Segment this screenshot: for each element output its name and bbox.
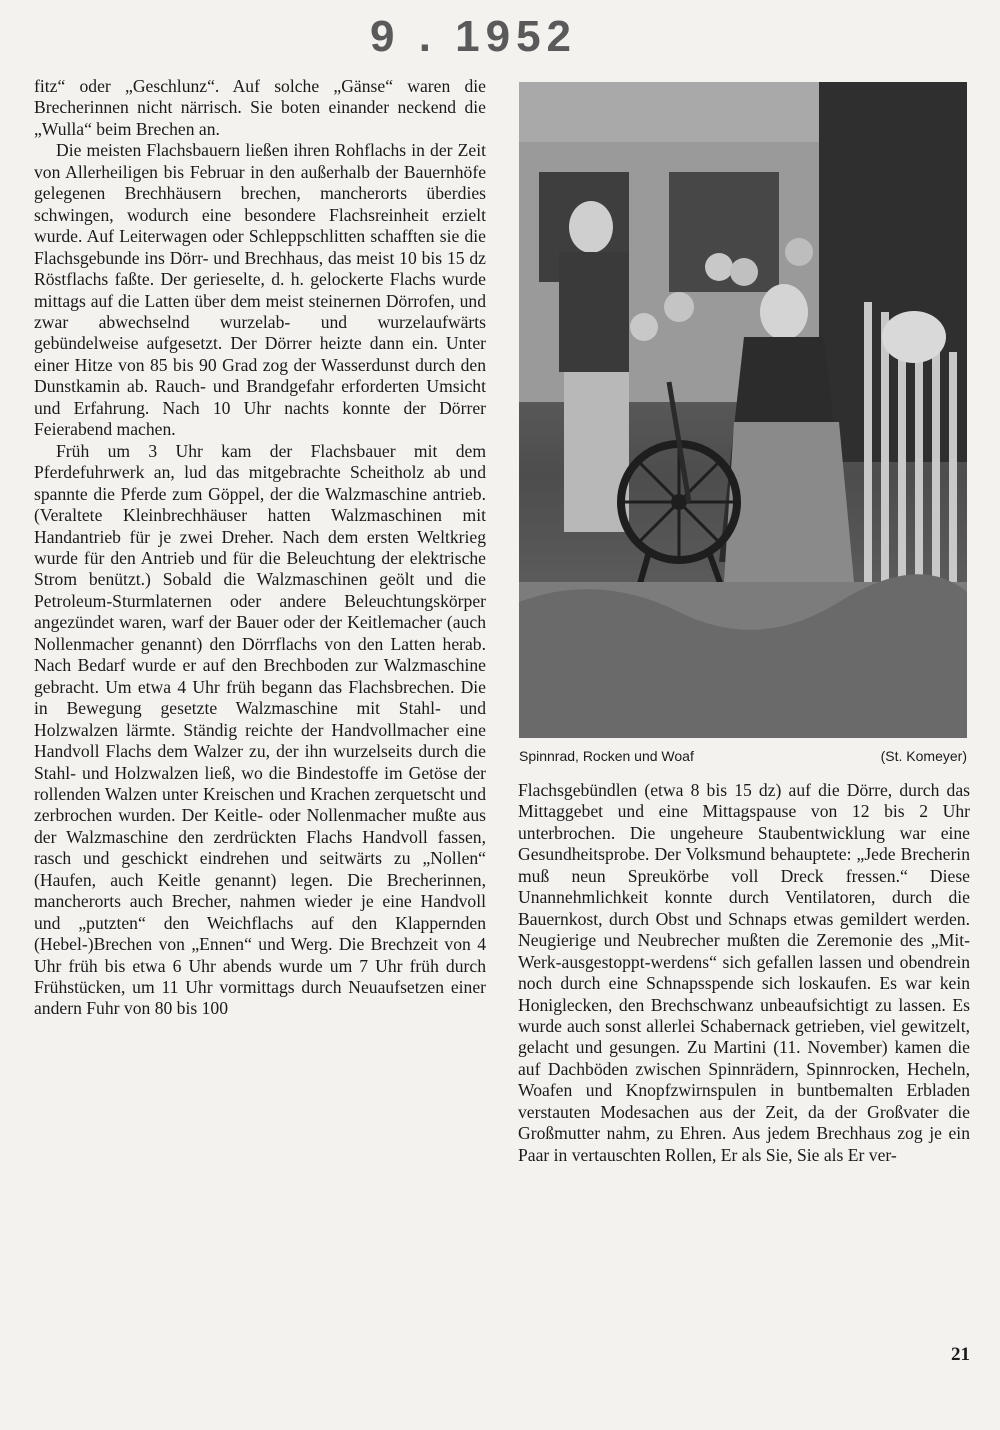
- right-column: [518, 780, 970, 1310]
- photo-caption: [519, 748, 967, 770]
- archive-stamp: 9 . 1952: [370, 12, 578, 61]
- left-column: [34, 76, 486, 1316]
- paragraph: Flachsgebündlen (etwa 8 bis 15 dz) auf die Dörre, durch das Mittaggebet und eine Mittagspause von 12 bis 2 Uhr unterbrochen. Die ungeheure Staubentwicklung war eine Gesundheitsprobe. Der Volksmund behauptete: „Jede Brecherin muß neun Spreukörbe voll Dreck fressen.“ Diese Unannehmlichkeit konnte durch Ventilatoren, durch die Bauernkost, durch Obst und Schnaps etwas gemildert werden. Neugierige und Neubrecher mußten die Zeremonie des „Mit-Werk-ausgestoppt-werdens“ sich gefallen lassen und obendrein noch durch eine Schnapsspende sich loskaufen. Es war kein Honiglecken, den Brechschwanz unbeaufsichtigt zu lassen. Es wurde auch sonst allerlei Schabernack getrieben, viel gewitzelt, gelacht und gesungen. Zu Martini (11. November) kamen die auf Dachböden zwischen Spinnrädern, Spinnrocken, Hecheln, Woafen und Knopfzwirnspulen in buntbemalten Erbladen verstauten Modesachen aus der Zeit, da der Großvater die Großmutter nahm, zu Ehren. Aus jedem Brechhaus zog je ein Paar in vertauschten Rollen, Er als Sie, Sie als Er ver-: [518, 780, 970, 1165]
- caption-title: Spinnrad, Rocken und Woaf: [519, 748, 694, 764]
- paragraph: Die meisten Flachsbauern ließen ihren Rohflachs in der Zeit von Allerheiligen bis Februar in den außerhalb der Bauernhöfe gelegenen Brechhäusern brechen, mancherorts überdies schwingen, wodurch eine besondere Flachsreinheit erzielt wurde. Auf Leiterwagen oder Schleppschlitten schafften sie die Flachsgebunde ins Dörr- und Brechhaus, das meist 10 bis 15 dz Röstflachs faßte. Der gerieselte, d. h. gelockerte Flachs wurde mittags auf die Latten über dem meist steinernen Dörrofen, und zwar abwechselnd wurzelab- und wurzelaufwärts gebündelweise aufgesetzt. Der Dörrer heizte dann ein. Unter einer Hitze von 85 bis 90 Grad zog der Wasserdunst durch den Dunstkamin ab. Rauch- und Brandgefahr erforderten Umsicht und Erfahrung. Nach 10 Uhr nachts konnte der Dörrer Feierabend machen.: [34, 140, 486, 440]
- caption-credit: (St. Komeyer): [880, 748, 967, 764]
- page-number: 21: [951, 1344, 970, 1365]
- paragraph: fitz“ oder „Geschlunz“. Auf solche „Gänse“ waren die Brecherinnen nicht närrisch. Sie boten einander neckend die „Wulla“ beim Brechen an.: [34, 76, 486, 139]
- photo-spinning-wheel: [519, 82, 967, 738]
- paragraph: Früh um 3 Uhr kam der Flachsbauer mit dem Pferdefuhrwerk an, lud das mitgebrachte Scheitholz ab und spannte die Pferde zum Göppel, der die Walzmaschine antrieb. (Veraltete Kleinbrechhäuser hatten Walzmaschinen mit Handantrieb für je zwei Dreher. Nach dem ersten Weltkrieg wurde für den Antrieb und für die Beleuchtung der elektrische Strom benützt.) Sobald die Walzmaschinen geölt und die Petroleum-Sturmlaternen oder andere Beleuchtungskörper angezündet waren, warf der Bauer oder der Keitlemacher (auch Nollenmacher genannt) den Dörrflachs von den Latten herab. Nach Bedarf wurde er auf den Brechboden zur Walzmaschine gebracht. Um etwa 4 Uhr früh begann das Flachsbrechen. Die in Bewegung gesetzte Walzmaschine mit Stahl- und Holzwalzen lärmte. Ständig reichte der Handvollmacher eine Handvoll Flachs dem Walzer zu, der ihn wurzelseits durch die Stahl- und Holzwalzen ließ, wo die Bindestoffe im Getöse der rollenden Walzen unter Kreischen und Krachen zerquetscht und zerbrochen wurden. Der Keitle- oder Nollenmacher mußte aus der Walzmaschine den zerdrückten Flachs Handvoll fassen, rasch und geschickt eindrehen und seitwärts zu „Nollen“ (Haufen, auch Keitle genannt) legen. Die Brecherinnen, mancherorts auch Brecher, nahmen wieder je eine Handvoll und „putzten“ den Weichflachs auf den Klappernden (Hebel-)Brechen von „Ennen“ und Werg. Die Brechzeit von 4 Uhr früh bis etwa 6 Uhr abends wurde um 7 Uhr früh durch Frühstücken, um 11 Uhr vormittags durch Neuaufsetzen einer andern Fuhr von 80 bis 100: [34, 440, 486, 1019]
